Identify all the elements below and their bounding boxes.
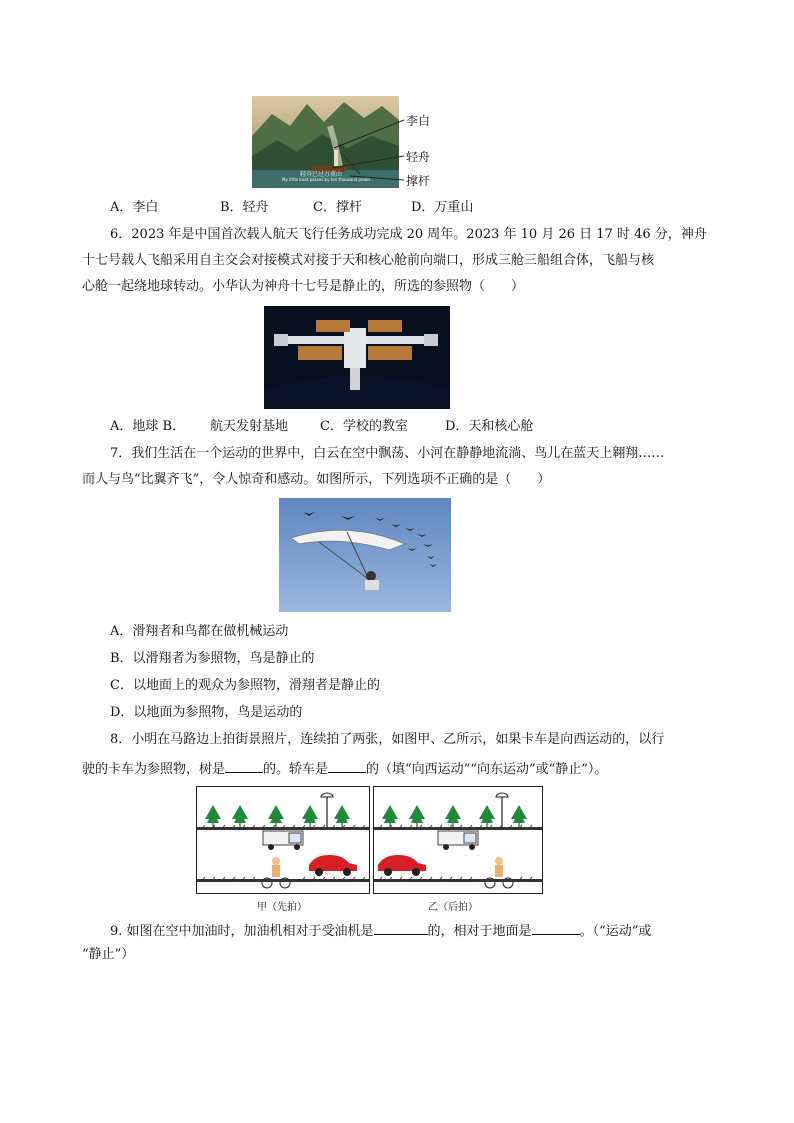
q8-street-scene-left — [196, 786, 370, 894]
q8-line2-part1: 驶的卡车为参照物，树是 — [82, 762, 226, 777]
q8-street-scene-right — [373, 786, 543, 894]
q5-option-c: C．撑杆 — [313, 200, 362, 215]
q6-option-a-cont: 航天发射基地 — [210, 419, 289, 434]
q5-callout-boat: 轻舟 — [406, 150, 431, 164]
q6-option-c: C．学校的教室 — [320, 419, 408, 434]
q5-option-a: A．李白 — [110, 200, 159, 215]
q9-text-line-1 — [110, 920, 651, 941]
q9-answer-blank-plane[interactable] — [374, 920, 428, 935]
q7-option-d: D．以地面为参照物，鸟是运动的 — [110, 705, 303, 720]
q8-caption-left: 甲（先拍） — [257, 902, 307, 913]
street-scene-second-illustration — [374, 787, 542, 893]
q5-image-caption: 轻舟已过万重山 — [300, 171, 343, 178]
q8-line2-part3: 的（填“向西运动”“向东运动”或“静止”）。 — [366, 762, 608, 777]
q6-option-a: A．地球 B． — [110, 419, 186, 434]
q7-option-a: A．滑翔者和鸟都在做机械运动 — [110, 624, 289, 639]
q9-text-line-2: “静止”） — [82, 947, 135, 962]
q8-line2-part2: 的。轿车是 — [263, 762, 329, 777]
q5-option-d: D．万重山 — [411, 200, 474, 215]
q6-text-line-2: 十七号载人飞船采用自主交会对接模式对接于天和核心舱前向端口，形成三舱三船组合体，飞船与核 — [82, 253, 655, 268]
q6-text-line-3: 心舱一起绕地球转动。小华认为神舟十七号是静止的，所选的参照物（ ） — [82, 279, 525, 294]
q6-option-d: D．天和核心舱 — [445, 419, 534, 434]
q8-text-line-2 — [82, 758, 607, 779]
q8-text-line-1: 8．小明在马路边上拍街景照片，连续拍了两张，如图甲、乙所示，如果卡车是向西运动的，以行 — [110, 732, 665, 747]
q7-text-line-1: 7．我们生活在一个运动的世界中，白云在空中飘荡、小河在静静地流淌、鸟儿在蓝天上翱翔…… — [110, 446, 665, 461]
q7-option-c: C．以地面上的观众为参照物，滑翔者是静止的 — [110, 678, 380, 693]
q7-text-line-2: 而人与鸟“比翼齐飞”，令人惊奇和感动。如图所示，下列选项不正确的是（ ） — [82, 472, 551, 487]
q7-option-b: B．以滑翔者为参照物，鸟是静止的 — [110, 651, 315, 666]
q8-answer-blank-tree[interactable] — [225, 758, 263, 773]
q5-callout-pole: 撑杆 — [406, 174, 431, 188]
street-scene-first-illustration — [197, 787, 369, 893]
q5-image-subcaption: My little boat passes by ten thousand peaks — [282, 177, 371, 182]
q5-callout-libai: 李白 — [406, 114, 431, 128]
q8-caption-right: 乙（后拍） — [428, 902, 478, 913]
q6-text-line-1: 6．2023 年是中国首次载人航天飞行任务成功完成 20 周年。2023 年 10 月 26 日 17 时 46 分，神舟 — [110, 227, 707, 242]
q9-line1-part1: 9. 如图在空中加油时，加油机相对于受油机是 — [110, 924, 374, 939]
q5-callout-lines — [330, 110, 410, 190]
q9-line1-part3: 。（“运动”或 — [579, 924, 652, 939]
glider-and-birds-illustration — [279, 498, 451, 612]
q9-answer-blank-ground[interactable] — [532, 920, 580, 935]
space-station-illustration — [264, 306, 450, 409]
q6-space-station-image — [264, 306, 450, 409]
q7-glider-birds-image — [279, 498, 451, 612]
q8-answer-blank-car[interactable] — [328, 758, 366, 773]
q9-line1-part2: 的，相对于地面是 — [427, 924, 532, 939]
q5-option-b: B．轻舟 — [220, 200, 269, 215]
